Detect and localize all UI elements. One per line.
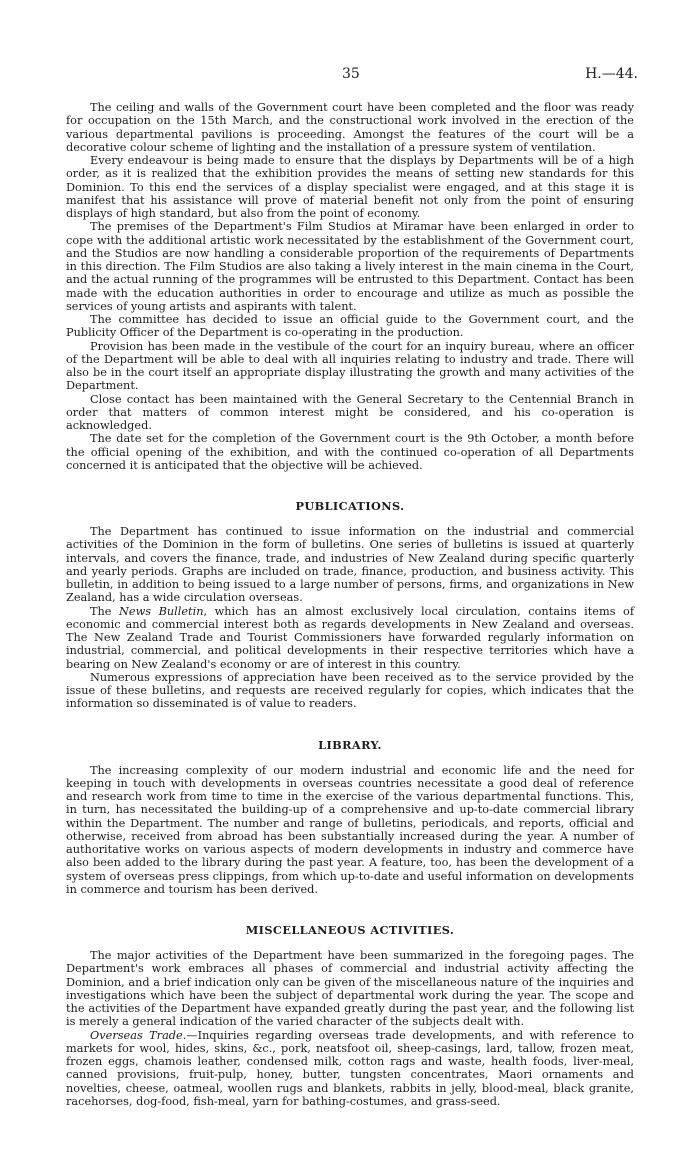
paragraph [66, 1029, 634, 1109]
page-header [66, 0, 638, 100]
document-reference: H.—44. [585, 66, 638, 82]
intro-section [66, 101, 634, 472]
paragraph: Every endeavour is being made to ensure that the displays by Departments will be of a high order, as it is realized that the exhibition provides the means of setting new standards for this Dominion. To this end the services of a display specialist were engaged, and at this stage it is manifest that his assistance will prove of material benefit not only from the point of ensuring displays of high standard, but also from the point of economy. [66, 154, 634, 220]
text-run: The [90, 604, 120, 618]
page-number: 35 [342, 66, 360, 82]
paragraph: Provision has been made in the vestibule of the court for an inquiry bureau, where an officer of the Department will be able to deal with all inquiries relating to industry and trade. There will also be in the court itself an appropriate display illustrating the growth and many activities of the Department. [66, 339, 634, 393]
paragraph: The increasing complexity of our modern industrial and economic life and the need for keeping in touch with developments in overseas countries necessitate a good deal of reference and research work from time to time in the exercise of the various departmental functions. This, in turn, has necessitated the building-up of a comprehensive and up-to-date commercial library within the Department. The number and range of bulletins, periodicals, and reports, official and otherwise, received from abroad has been substantially increased during the year. A number of authoritative works on various aspects of modern developments in industry and commerce have also been added to the library during the past year. A feature, too, has been the development of a system of overseas press clippings, from which up-to-date and useful information on developments in commerce and tourism has been derived. [66, 763, 634, 896]
section-heading-miscellaneous: MISCELLANEOUS ACTIVITIES. [245, 923, 455, 937]
paragraph: The major activities of the Department have been summarized in the foregoing pages. The Department's work embraces all phases of commercial and industrial activity affecting the Dominion, and a brief indication only can be given of the miscellaneous nature of the inquiries and investigations which have been the subject of departmental work during the year. The scope and the activities of the Department have expanded greatly during the past year, and the following list is merely a general indication of the varied character of the subjects dealt with. [66, 949, 634, 1029]
section-heading-library: LIBRARY. [318, 737, 382, 752]
text-run: , which has an almost exclusively local circulation, contains items of economic and commercial interest both as regards developments in New Zealand and overseas. The New Zealand Trade and Tourist Commissioners have forwarded regularly information on industrial, commercial, and political developments in their respective territories which have a bearing on New Zealand's economy or are of interest in this country. [66, 604, 634, 671]
publications-section [66, 525, 634, 711]
paragraph: Numerous expressions of appreciation have been received as to the service provided by the issue of these bulletins, and requests are received regularly for copies, which indicates that the information so disseminated is of value to readers. [66, 670, 634, 711]
library-section [66, 764, 634, 897]
paragraph: The committee has decided to issue an official guide to the Government court, and the Publicity Officer of the Department is co-operating in the production. [66, 313, 634, 340]
subsection-title: Overseas Trade. [90, 1028, 187, 1042]
paragraph: The premises of the Department's Film Studios at Miramar have been enlarged in order to cope with the additional artistic work necessitated by the establishment of the Government court, and the Studios are now handling a considerable proportion of the requirements of Departments in this direction. The Film Studios are also taking a lively interest in the main cinema in the Court, and the actual running of the programmes will be entrusted to this Department. Contact has been made with the education authorities in order to encourage and utilize as much as possible the services of young artists and aspirants with talent. [66, 220, 634, 313]
section-heading-publications: PUBLICATIONS. [295, 499, 405, 513]
paragraph: Close contact has been maintained with the General Secretary to the Centennial Branch in order that matters of common interest might be considered, and his co-operation is acknowledged. [66, 392, 634, 432]
paragraph: The date set for the completion of the Government court is the 9th October, a month before the official opening of the exhibition, and with the continued co-operation of all Departments concerned it is anticipated that the objective will be achieved. [66, 432, 634, 472]
paragraph: The ceiling and walls of the Government court have been completed and the floor was ready for occupation on the 15th March, and the constructional work involved in the erection of the various departmental pavilions is proceeding. Amongst the features of the court will be a decorative colour scheme of lighting and the installation of a pressure system of ventilation. [66, 101, 634, 154]
paragraph: The Department has continued to issue information on the industrial and commercial activities of the Dominion in the form of bulletins. One series of bulletins is issued at quarterly intervals, and covers the finance, trade, and industries of New Zealand during specific quarterly and yearly periods. Graphs are included on trade, finance, production, and business activity. This bulletin, in addition to being issued to a large number of persons, firms, and organizations in New Zealand, has a wide circulation overseas. [66, 525, 634, 605]
miscellaneous-section [66, 949, 634, 1108]
paragraph [66, 605, 634, 671]
publication-title: News Bulletin [119, 604, 204, 618]
text-run: —Inquiries regarding overseas trade developments, and with reference to markets for wool, hides, skins, &c., pork, neatsfoot oil, sheep-casings, lard, tallow, frozen meat, frozen eggs, chamois leather, condensed milk, cotton rags and waste, health foods, liver-meal, canned provisions, fruit-pulp, honey, butter, tungsten concentrates, Maori ornaments and novelties, cheese, oatmeal, woollen rugs and blankets, rabbits in jelly, blood-meal, black granite, racehorses, dog-food, fish-meal, yarn for bathing-costumes, and grass-seed. [66, 1028, 634, 1108]
document-page [66, 0, 638, 1108]
